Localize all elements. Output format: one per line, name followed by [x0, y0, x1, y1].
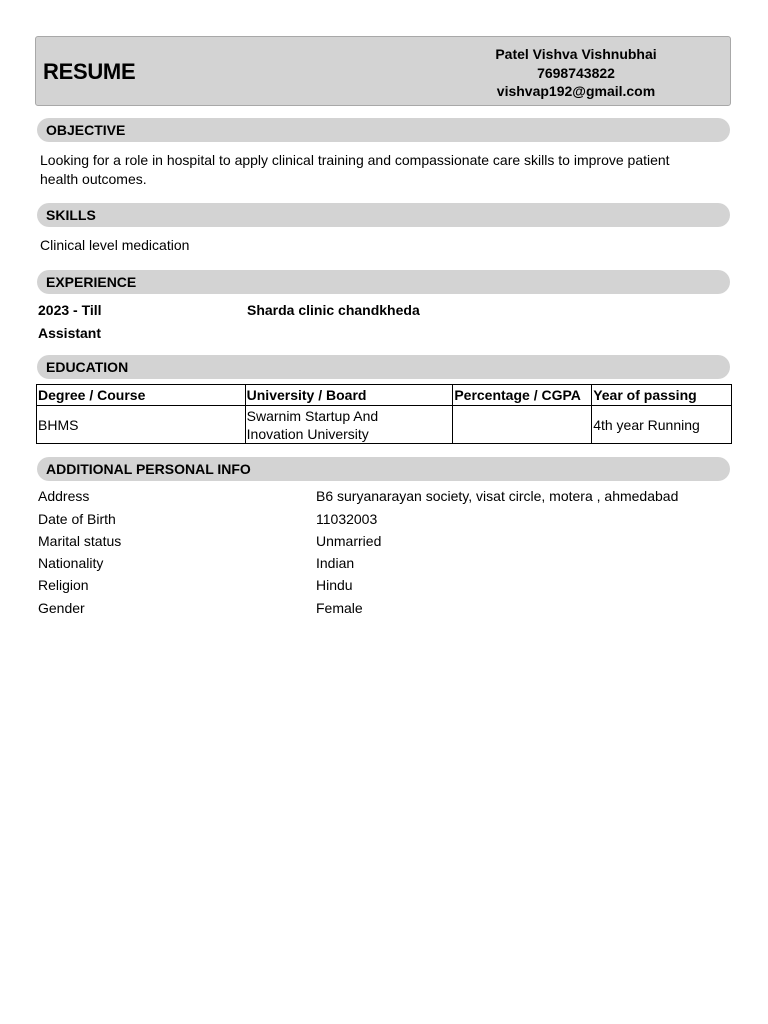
- year-cell: 4th year Running: [592, 406, 732, 444]
- info-value: Hindu: [316, 577, 353, 593]
- personal-info-heading: ADDITIONAL PERSONAL INFO: [37, 457, 730, 481]
- info-value: B6 suryanarayan society, visat circle, motera , ahmedabad: [316, 488, 679, 504]
- education-header-row: [37, 385, 732, 406]
- info-label: Address: [38, 488, 90, 504]
- applicant-email: vishvap192@gmail.com: [496, 83, 656, 99]
- experience-role: Assistant: [38, 325, 102, 341]
- applicant-phone: 7698743822: [537, 64, 615, 81]
- info-row-nationality: [38, 552, 738, 574]
- column-header-degree: Degree / Course: [37, 385, 246, 406]
- info-row-date-of-birth: [38, 508, 738, 530]
- education-heading: EDUCATION: [37, 355, 730, 379]
- skills-heading: SKILLS: [37, 203, 730, 227]
- info-label: Religion: [38, 577, 89, 593]
- objective-text: [40, 151, 670, 188]
- experience-heading: EXPERIENCE: [37, 270, 730, 294]
- column-header-year: Year of passing: [592, 385, 732, 406]
- info-row-marital-status: [38, 530, 738, 552]
- resume-header: [35, 36, 731, 106]
- column-header-percentage: Percentage / CGPA: [453, 385, 592, 406]
- university-cell: [245, 406, 453, 444]
- contact-block: [446, 45, 706, 101]
- applicant-name: Patel Vishva Vishnubhai: [495, 46, 657, 62]
- skills-text: Clinical level medication: [40, 237, 190, 253]
- info-value: Unmarried: [316, 533, 382, 549]
- info-label: Gender: [38, 600, 85, 616]
- objective-line-1: Looking for a role in hospital to apply clinical training and compassionate care skills to improve patient: [40, 152, 670, 168]
- info-value: Indian: [316, 555, 355, 571]
- objective-heading: OBJECTIVE: [37, 118, 730, 142]
- objective-line-2: health outcomes.: [40, 170, 147, 187]
- percentage-cell: [453, 406, 592, 444]
- resume-title: RESUME: [43, 59, 136, 84]
- info-row-religion: [38, 574, 738, 596]
- degree-cell: BHMS: [37, 406, 246, 444]
- info-value: Female: [316, 600, 363, 616]
- experience-period: 2023 - Till: [38, 302, 102, 318]
- info-row-address: [38, 485, 738, 507]
- university-line-2: Inovation University: [246, 425, 369, 442]
- info-value: 11032003: [316, 511, 378, 527]
- info-label: Nationality: [38, 555, 104, 571]
- university-line-1: Swarnim Startup And: [246, 407, 379, 424]
- info-label: Marital status: [38, 533, 122, 549]
- table-row: [37, 406, 732, 444]
- column-header-university: University / Board: [245, 385, 453, 406]
- info-label: Date of Birth: [38, 511, 116, 527]
- education-table: [36, 384, 732, 444]
- info-row-gender: [38, 597, 738, 619]
- experience-organization: Sharda clinic chandkheda: [247, 302, 420, 318]
